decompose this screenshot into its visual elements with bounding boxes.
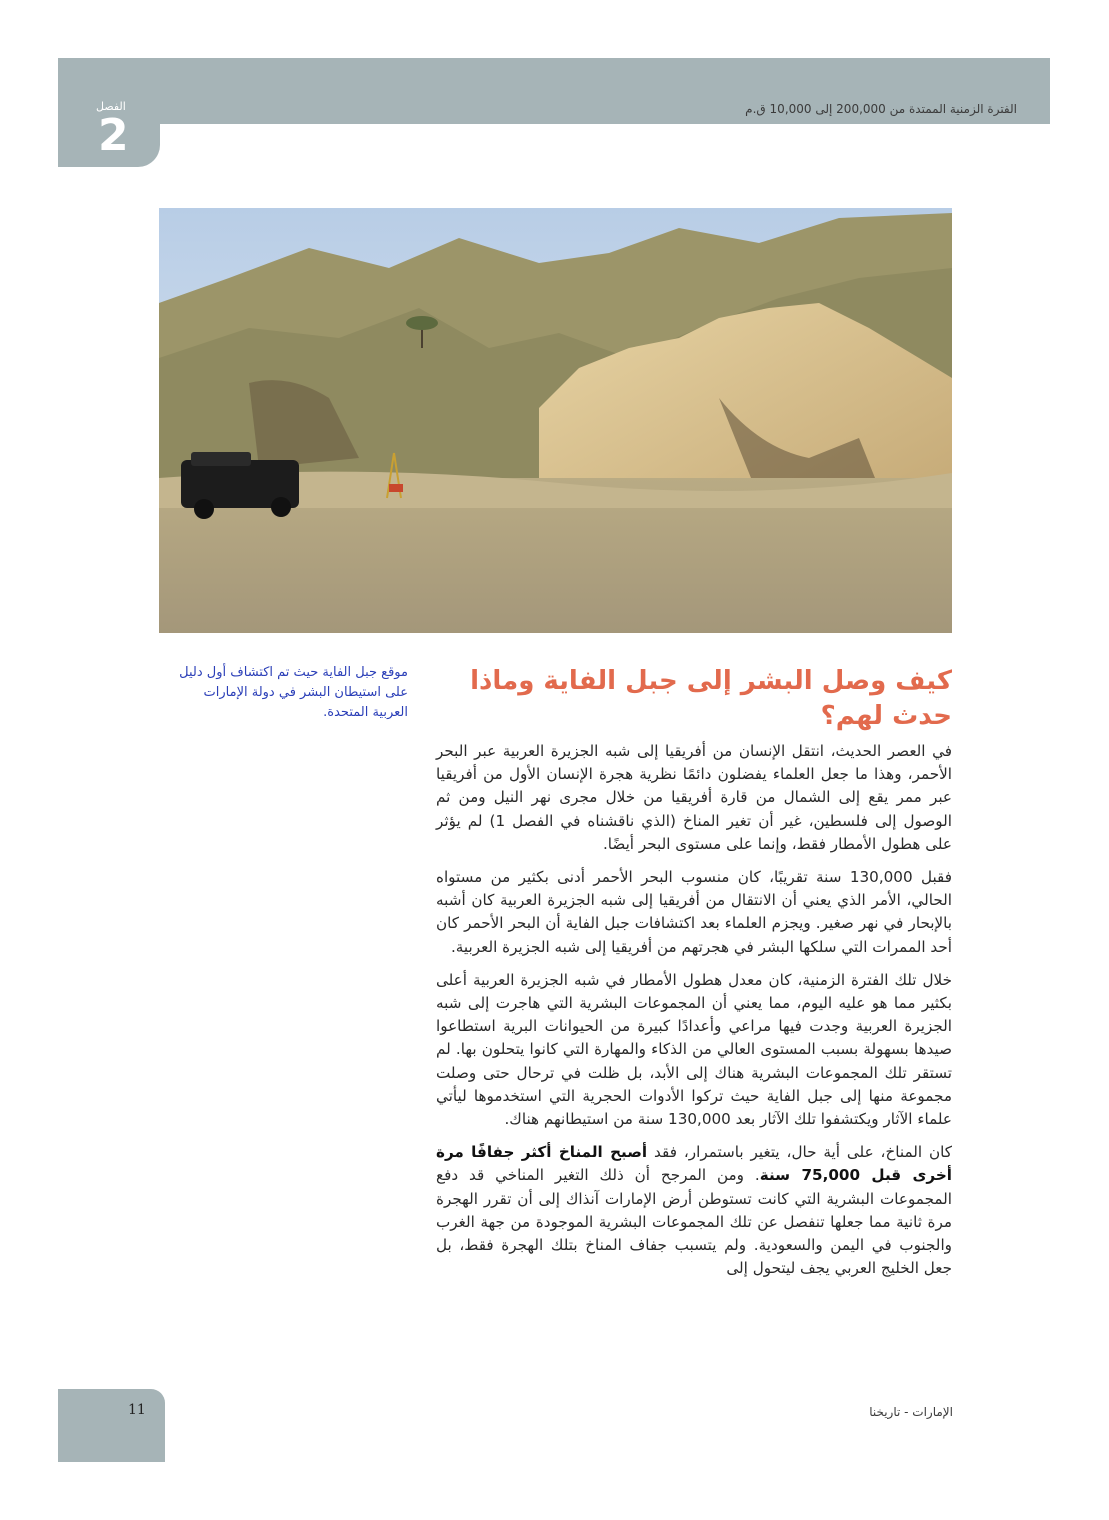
chapter-label: الفصل xyxy=(96,100,126,113)
page-number: 11 xyxy=(128,1402,146,1418)
paragraph-text: . ومن المرجح أن ذلك التغير المناخي قد دفع المجموعات البشرية التي كانت تستوطن أرض الإمارات آنذاك إلى أن تقرر الهجرة مرة ثانية مما جعلها تنفصل عن تلك المجموعات البشرية الموجودة من جهة الغرب والجنوب في اليمن والسعودية. ولم يتسبب جفاف المناخ بتلك الهجرة فقط، بل جعل الخليج العربي يجف ليتحول إلى xyxy=(436,1166,952,1278)
landscape-illustration xyxy=(159,208,952,633)
emphasis-text: أصبح المناخ أكثر جفافًا مرة أخرى قبل 75,000 سنة xyxy=(436,1143,952,1185)
paragraph: في العصر الحديث، انتقل الإنسان من أفريقيا إلى شبه الجزيرة العربية عبر البحر الأحمر، وهذا ما جعل العلماء يفضلون دائمًا نظرية هجرة الإنسان الأول من أفريقيا عبر ممر يقع إلى الشمال من قارة أفريقيا من خلال مجرى نهر النيل ومن ثم الوصول إلى فلسطين، غير أن تغير المناخ (الذي ناقشناه في الفصل 1) لم يؤثر على هطول الأمطار فقط، وإنما على مستوى البحر أيضًا. xyxy=(436,742,952,853)
section-heading: كيف وصل البشر إلى جبل الفاية وماذا حدث لهم؟ xyxy=(470,666,952,731)
jebel-faya-photo xyxy=(159,208,952,633)
chapter-number: 2 xyxy=(98,110,129,161)
paragraph: فقبل 130,000 سنة تقريبًا، كان منسوب البحر الأحمر أدنى بكثير من مستواه الحالي، الأمر الذي يعني أن الانتقال من أفريقيا إلى شبه الجزيرة العربية كان أشبه بالإبحار في نهر صغير. ويجزم العلماء بعد اكتشافات جبل الفاية أن البحر الأحمر كان أحد الممرات التي سلكها البشر في هجرتهم من أفريقيا إلى شبه الجزيرة العربية. xyxy=(436,868,952,956)
paragraph: خلال تلك الفترة الزمنية، كان معدل هطول الأمطار في شبه الجزيرة العربية أعلى بكثير مما هو عليه اليوم، مما يعني أن المجموعات البشرية التي هاجرت إلى شبه الجزيرة العربية وجدت فيها مراعي وأعدادًا كبيرة من الحيوانات البرية استطاعوا صيدها بسهولة بسبب المستوى العالي من الذكاء والمهارة التي كانوا يتحلون بها. لم تستقر تلك المجموعات البشرية هناك إلى الأبد، بل ظلت في ترحال حتى وصلت مجموعة منها إلى جبل الفاية حيث تركوا الأدوات الحجرية التي استخدموها ليأتي علماء الآثار ويكتشفوا تلك الآثار بعد 130,000 سنة من استيطانهم هناك. xyxy=(436,970,952,1129)
photo-caption: موقع جبل الفاية حيث تم اكتشاف أول دليل على استيطان البشر في دولة الإمارات العربية المتحدة. xyxy=(179,665,408,720)
running-footer-title: الإمارات - تاريخنا xyxy=(869,1405,953,1419)
running-header-subtitle: الفترة الزمنية الممتدة من 200,000 إلى 10,000 ق.م xyxy=(745,102,1017,116)
article-body xyxy=(436,740,952,1290)
paragraph xyxy=(436,1141,952,1280)
paragraph-text: كان المناخ، على أية حال، يتغير باستمرار، فقد xyxy=(647,1143,952,1162)
footer-tab xyxy=(58,1389,165,1462)
